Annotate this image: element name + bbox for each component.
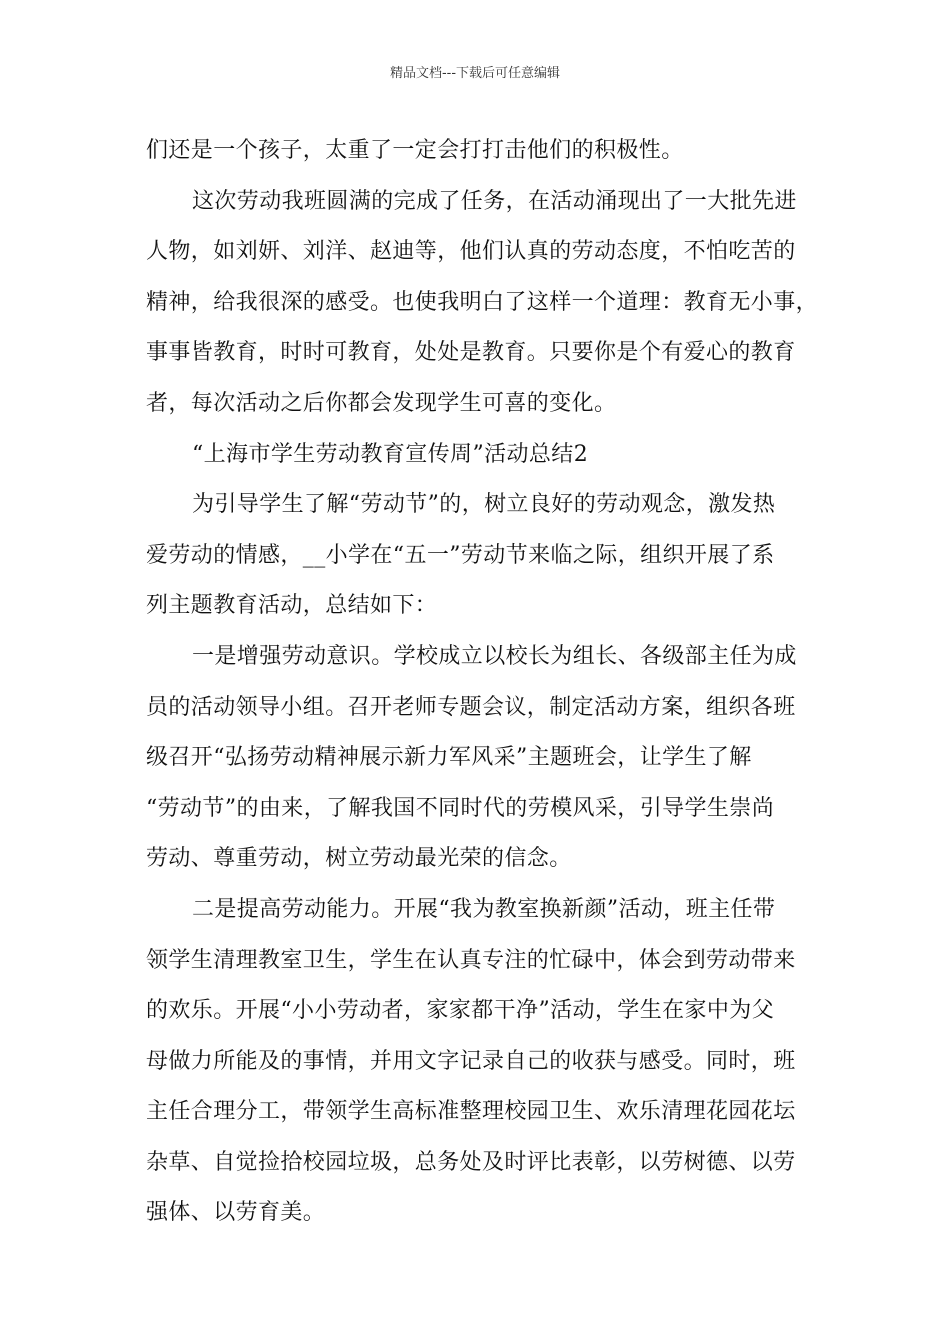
text-line: 领学生清理教室卫生，学生在认真专注的忙碌中，体会到劳动带来 xyxy=(146,947,796,973)
text-line: 为引导学生了解“劳动节”的，树立良好的劳动观念，激发热 xyxy=(192,492,776,518)
text-line: “劳动节”的由来，了解我国不同时代的劳模风采，引导学生崇尚 xyxy=(146,795,775,821)
text-line: 一是增强劳动意识。学校成立以校长为组长、各级部主任为成 xyxy=(192,643,797,669)
text-line: 精神，给我很深的感受。也使我明白了这样一个道理：教育无小事， xyxy=(146,289,819,315)
text-line: 杂草、自觉捡拾校园垃圾，总务处及时评比表彰，以劳树德、以劳 xyxy=(146,1149,796,1175)
text-line: 列主题教育活动，总结如下： xyxy=(146,593,438,619)
text-line: 强体、以劳育美。 xyxy=(146,1200,326,1226)
text-line: 们还是一个孩子，太重了一定会打打击他们的积极性。 xyxy=(146,138,684,163)
text-line: 者，每次活动之后你都会发现学生可喜的变化。 xyxy=(146,390,617,416)
text-line: 这次劳动我班圆满的完成了任务，在活动涌现出了一大批先进 xyxy=(192,188,797,214)
text-line: 的欢乐。开展“小小劳动者，家家都干净”活动，学生在家中为父 xyxy=(146,998,775,1024)
text-line: 爱劳动的情感，__小学在“五一”劳动节来临之际，组织开展了系 xyxy=(146,542,775,568)
text-line: 级召开“弘扬劳动精神展示新力军风采”主题班会，让学生了解 xyxy=(146,745,752,771)
text-line: 员的活动领导小组。召开老师专题会议，制定活动方案，组织各班 xyxy=(146,694,796,720)
text-line: 主任合理分工，带领学生高标准整理校园卫生、欢乐清理花园花坛 xyxy=(146,1099,796,1125)
text-line: 二是提高劳动能力。开展“我为教室换新颜”活动，班主任带 xyxy=(192,896,776,922)
text-line: 事事皆教育，时时可教育，处处是教育。只要你是个有爱心的教育 xyxy=(146,340,796,366)
page-header: 精品文档---下载后可任意编辑 xyxy=(389,66,561,81)
document-body xyxy=(146,126,818,1239)
section-heading: “上海市学生劳动教育宣传周”活动总结2 xyxy=(192,441,589,467)
text-line: 母做力所能及的事情，并用文字记录自己的收获与感受。同时，班 xyxy=(146,1048,796,1074)
text-line: 人物，如刘妍、刘洋、赵迪等，他们认真的劳动态度，不怕吃苦的 xyxy=(146,239,796,265)
text-line: 劳动、尊重劳动，树立劳动最光荣的信念。 xyxy=(146,846,572,872)
